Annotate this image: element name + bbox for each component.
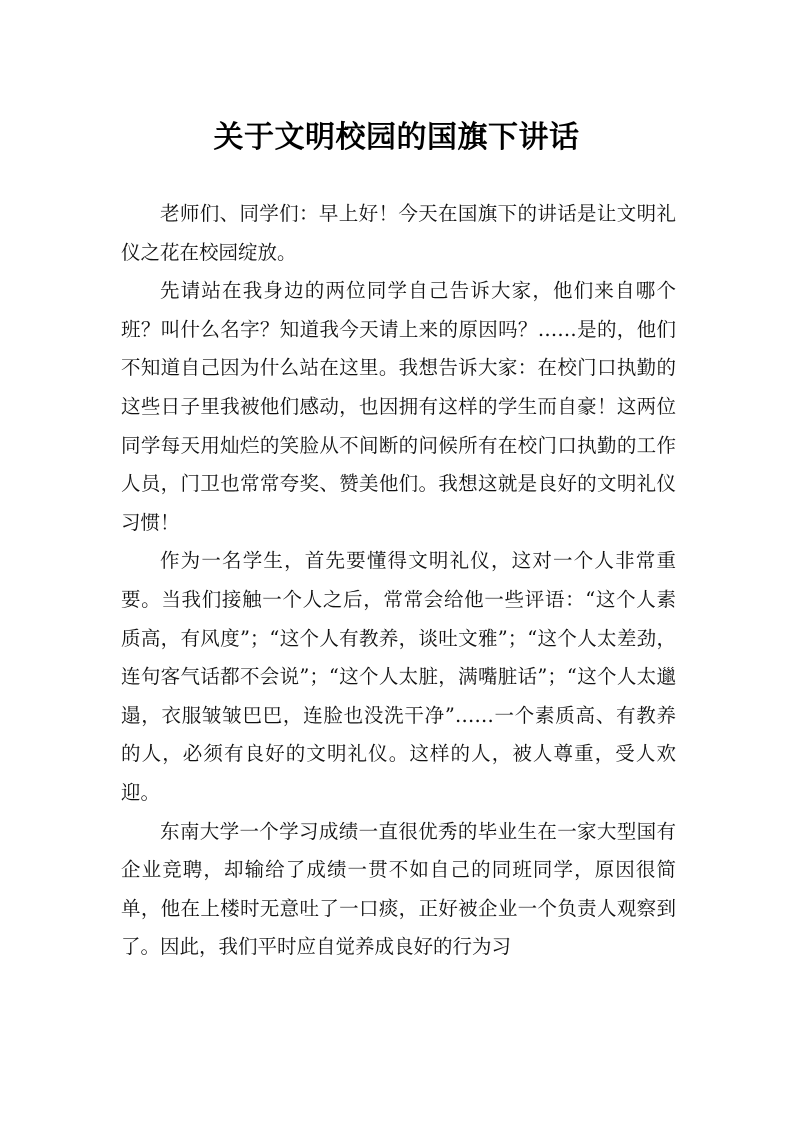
paragraph-students-introduction: 先请站在我身边的两位同学自己告诉大家，他们来自哪个班？叫什么名字？知道我今天请上来的原因吗？……是的，他们不知道自己因为什么站在这里。我想告诉大家：在校门口执勤的这些日子里我被他们感动，也因拥有这样的学生而自豪！这两位同学每天用灿烂的笑脸从不间断的问候所有在校门口执勤的工作人员，门卫也常常夸奖、赞美他们。我想这就是良好的文明礼仪习惯！ xyxy=(121,279,676,534)
paragraph-graduate-story: 东南大学一个学习成绩一直很优秀的毕业生在一家大型国有企业竞聘，却输给了成绩一贯不如自己的同班同学，原因很简单，他在上楼时无意吐了一口痰，正好被企业一个负责人观察到了。因此，我们平时应自觉养成良好的行为习 xyxy=(121,819,676,959)
paragraph-etiquette-importance: 作为一名学生，首先要懂得文明礼仪，这对一个人非常重要。当我们接触一个人之后，常常会给他一些评语：“这个人素质高，有风度”；“这个人有教养，谈吐文雅”；“这个人太差劲，连句客气话都不会说”；“这个人太脏，满嘴脏话”；“这个人太邋遢，衣服皱皱巴巴，连脸也没洗干净”……一个素质高、有教养的人，必须有良好的文明礼仪。这样的人，被人尊重，受人欢迎。 xyxy=(121,549,676,804)
document-body xyxy=(121,195,676,967)
document-title: 关于文明校园的国旗下讲话 xyxy=(213,120,580,156)
paragraph-greeting: 老师们、同学们：早上好！今天在国旗下的讲话是让文明礼仪之花在校园绽放。 xyxy=(121,202,676,264)
